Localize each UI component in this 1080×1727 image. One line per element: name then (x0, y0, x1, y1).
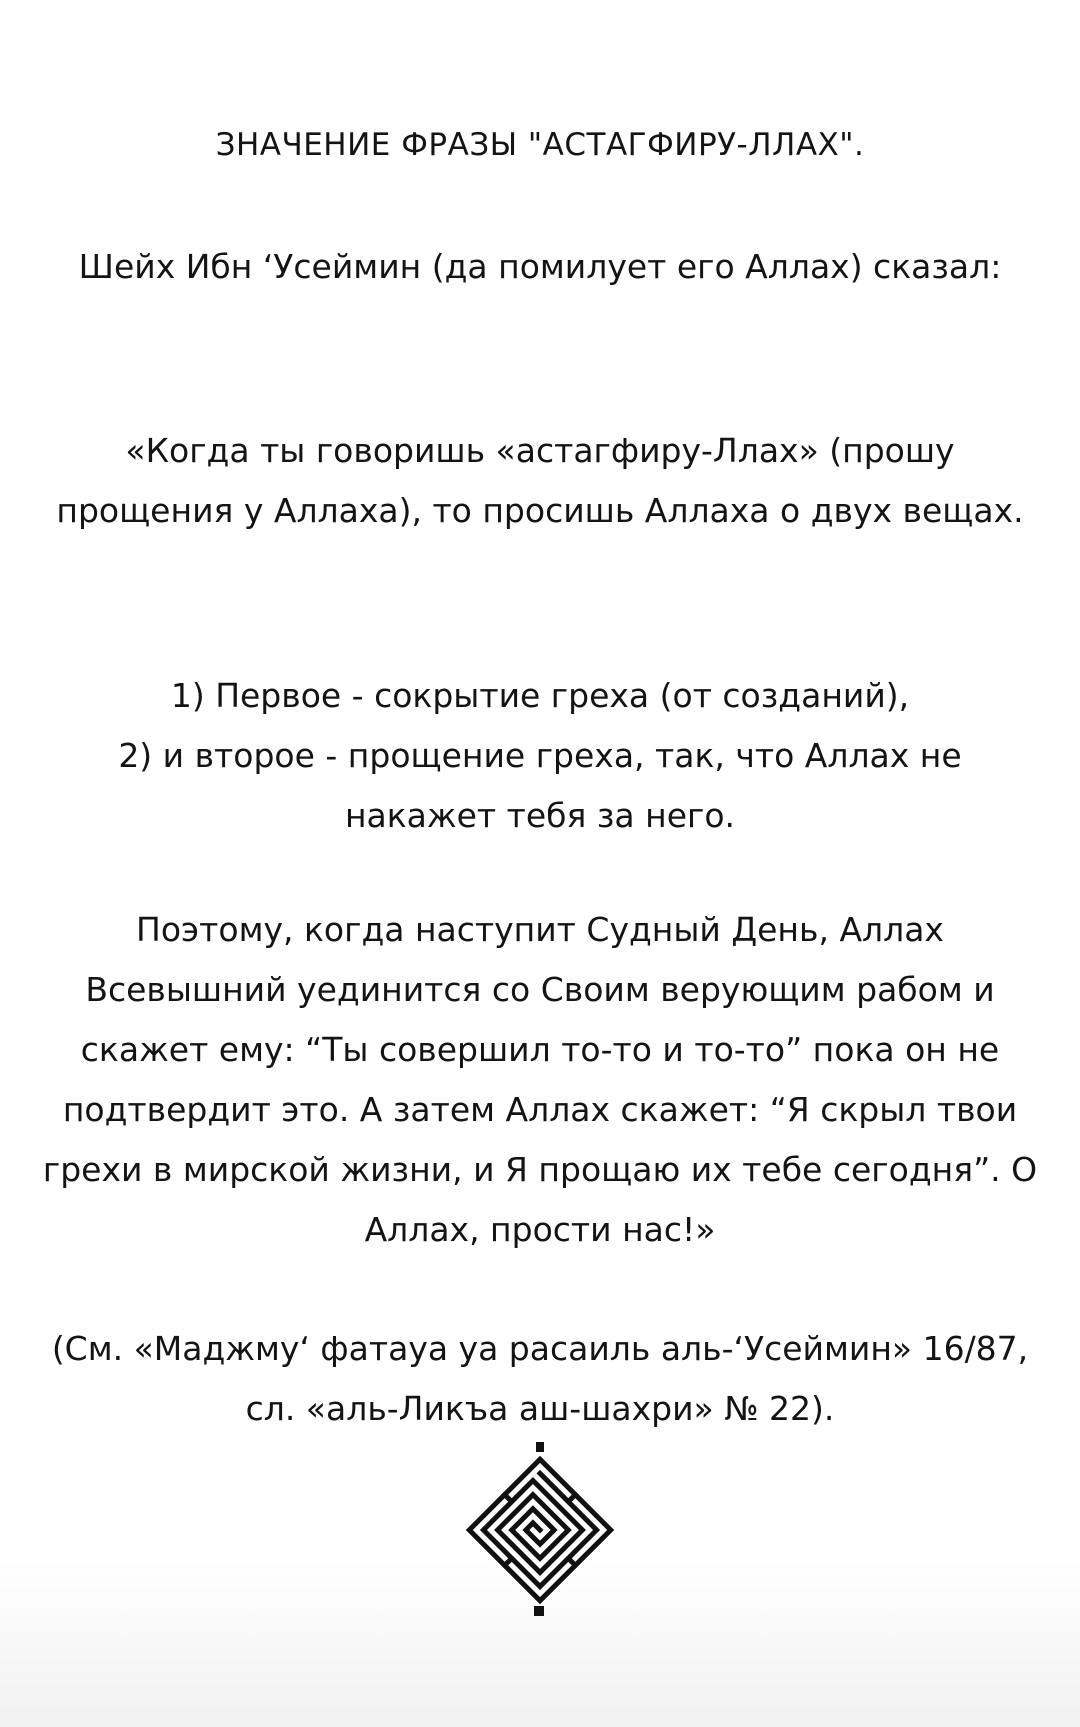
quote-intro-text: «Когда ты говоришь «астагфиру-Ллах» (прошу прощения у Аллаха), то просишь Аллаха о двух вещах. (56, 431, 1024, 530)
items-list (40, 666, 1040, 846)
page-title: ЗНАЧЕНИЕ ФРАЗЫ "АСТАГФИРУ-ЛЛАХ". (215, 127, 865, 163)
list-item-1: 1) Первое - сокрытие греха (от созданий), (170, 676, 910, 715)
list-item-2: 2) и второе - прощение греха, так, что Аллах не накажет тебя за него. (118, 736, 962, 835)
intro-text: Шейх Ибн ‘Усеймин (да помилует его Аллах) сказал: (78, 247, 1002, 286)
square-kufic-calligraphy-emblem-icon (450, 1440, 630, 1620)
source-citation (40, 1319, 1040, 1439)
body-paragraph (40, 900, 1040, 1260)
body-text: Поэтому, когда наступит Судный День, Аллах Всевышний уединится со Своим верующим рабом и скажет ему: “Ты совершил то-то и то-то” пока он не подтвердит это. А затем Аллах скажет: “Я скрыл твои грехи в мирской жизни, и Я прощаю их тебе сегодня”. О Аллах, прости нас!» (42, 910, 1038, 1249)
quote-paragraph (40, 421, 1040, 541)
intro-paragraph (40, 237, 1040, 297)
source-text: (См. «Маджму‘ фатауа уа расаиль аль-‘Усеймин» 16/87, сл. «аль-Ликъа аш-шахри» № 22). (51, 1329, 1029, 1428)
